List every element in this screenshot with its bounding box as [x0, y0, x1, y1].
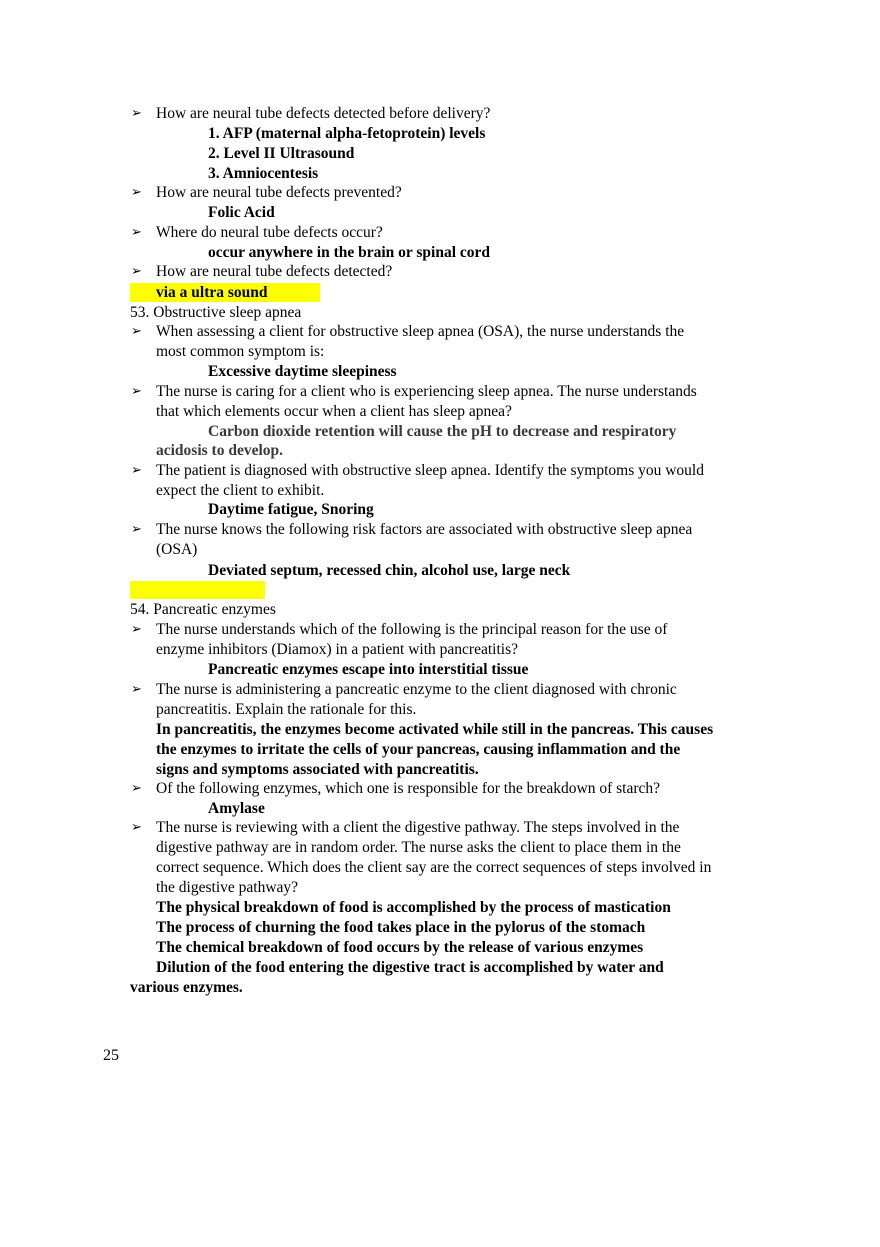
answer: In pancreatitis, the enzymes become activated while still in the pancreas. This causes	[156, 721, 714, 738]
answer: Folic Acid	[208, 204, 275, 221]
answer: 2. Level II Ultrasound	[208, 145, 355, 162]
answer: The process of churning the food takes place in the pylorus of the stomach	[156, 919, 646, 936]
page-number: 25	[103, 1047, 119, 1064]
question: Of the following enzymes, which one is responsible for the breakdown of starch?	[156, 780, 661, 797]
bullet-arrow-icon: ➢	[131, 682, 142, 697]
answer: acidosis to develop.	[156, 442, 284, 459]
answer: the enzymes to irritate the cells of your pancreas, causing inflammation and the	[156, 741, 681, 758]
question: correct sequence. Which does the client say are the correct sequences of steps involved in	[156, 859, 712, 876]
question: How are neural tube defects detected before delivery?	[156, 105, 491, 122]
question: When assessing a client for obstructive sleep apnea (OSA), the nurse understands the	[156, 323, 685, 340]
question: the digestive pathway?	[156, 879, 299, 896]
answer: Amylase	[208, 800, 265, 817]
question: The patient is diagnosed with obstructive sleep apnea. Identify the symptoms you would	[156, 462, 704, 479]
question: Where do neural tube defects occur?	[156, 224, 383, 241]
answer: The physical breakdown of food is accomplished by the process of mastication	[156, 899, 671, 916]
answer: Excessive daytime sleepiness	[208, 363, 397, 380]
bullet-arrow-icon: ➢	[131, 781, 142, 796]
answer: various enzymes.	[130, 979, 243, 996]
bullet-arrow-icon: ➢	[131, 185, 142, 200]
answer: Deviated septum, recessed chin, alcohol use, large neck	[208, 562, 571, 579]
question: digestive pathway are in random order. The nurse asks the client to place them in the	[156, 839, 681, 856]
answer: signs and symptoms associated with pancreatitis.	[156, 761, 479, 778]
bullet-arrow-icon: ➢	[131, 225, 142, 240]
question: How are neural tube defects prevented?	[156, 184, 402, 201]
question: The nurse is reviewing with a client the digestive pathway. The steps involved in the	[156, 819, 680, 836]
question: The nurse is administering a pancreatic enzyme to the client diagnosed with chronic	[156, 681, 677, 698]
answer-highlighted: via a ultra sound	[156, 284, 268, 301]
bullet-arrow-icon: ➢	[131, 463, 142, 478]
question: enzyme inhibitors (Diamox) in a patient with pancreatitis?	[156, 641, 518, 658]
answer: occur anywhere in the brain or spinal cord	[208, 244, 491, 261]
question: that which elements occur when a client has sleep apnea?	[156, 403, 512, 420]
question: The nurse knows the following risk factors are associated with obstructive sleep apnea	[156, 521, 693, 538]
bullet-arrow-icon: ➢	[131, 384, 142, 399]
bullet-arrow-icon: ➢	[131, 264, 142, 279]
question: How are neural tube defects detected?	[156, 263, 393, 280]
question: pancreatitis. Explain the rationale for this.	[156, 701, 417, 718]
answer: The chemical breakdown of food occurs by the release of various enzymes	[156, 939, 644, 956]
bullet-arrow-icon: ➢	[131, 622, 142, 637]
bullet-arrow-icon: ➢	[131, 324, 142, 339]
answer: 3. Amniocentesis	[208, 165, 319, 182]
section-heading: 54. Pancreatic enzymes	[130, 601, 276, 618]
bullet-arrow-icon: ➢	[131, 820, 142, 835]
bullet-arrow-icon: ➢	[131, 106, 142, 121]
answer: 1. AFP (maternal alpha-fetoprotein) levels	[208, 125, 486, 142]
question: expect the client to exhibit.	[156, 482, 325, 499]
bullet-arrow-icon: ➢	[131, 522, 142, 537]
question: (OSA)	[156, 541, 198, 558]
answer: Carbon dioxide retention will cause the pH to decrease and respiratory	[208, 423, 677, 440]
question: The nurse understands which of the following is the principal reason for the use of	[156, 621, 668, 638]
question: The nurse is caring for a client who is experiencing sleep apnea. The nurse understands	[156, 383, 697, 400]
answer: Dilution of the food entering the digestive tract is accomplished by water and	[156, 959, 664, 976]
question: most common symptom is:	[156, 343, 325, 360]
answer: Daytime fatigue, Snoring	[208, 501, 374, 518]
highlight-box	[130, 581, 265, 599]
answer: Pancreatic enzymes escape into interstitial tissue	[208, 661, 529, 678]
section-heading: 53. Obstructive sleep apnea	[130, 304, 302, 321]
